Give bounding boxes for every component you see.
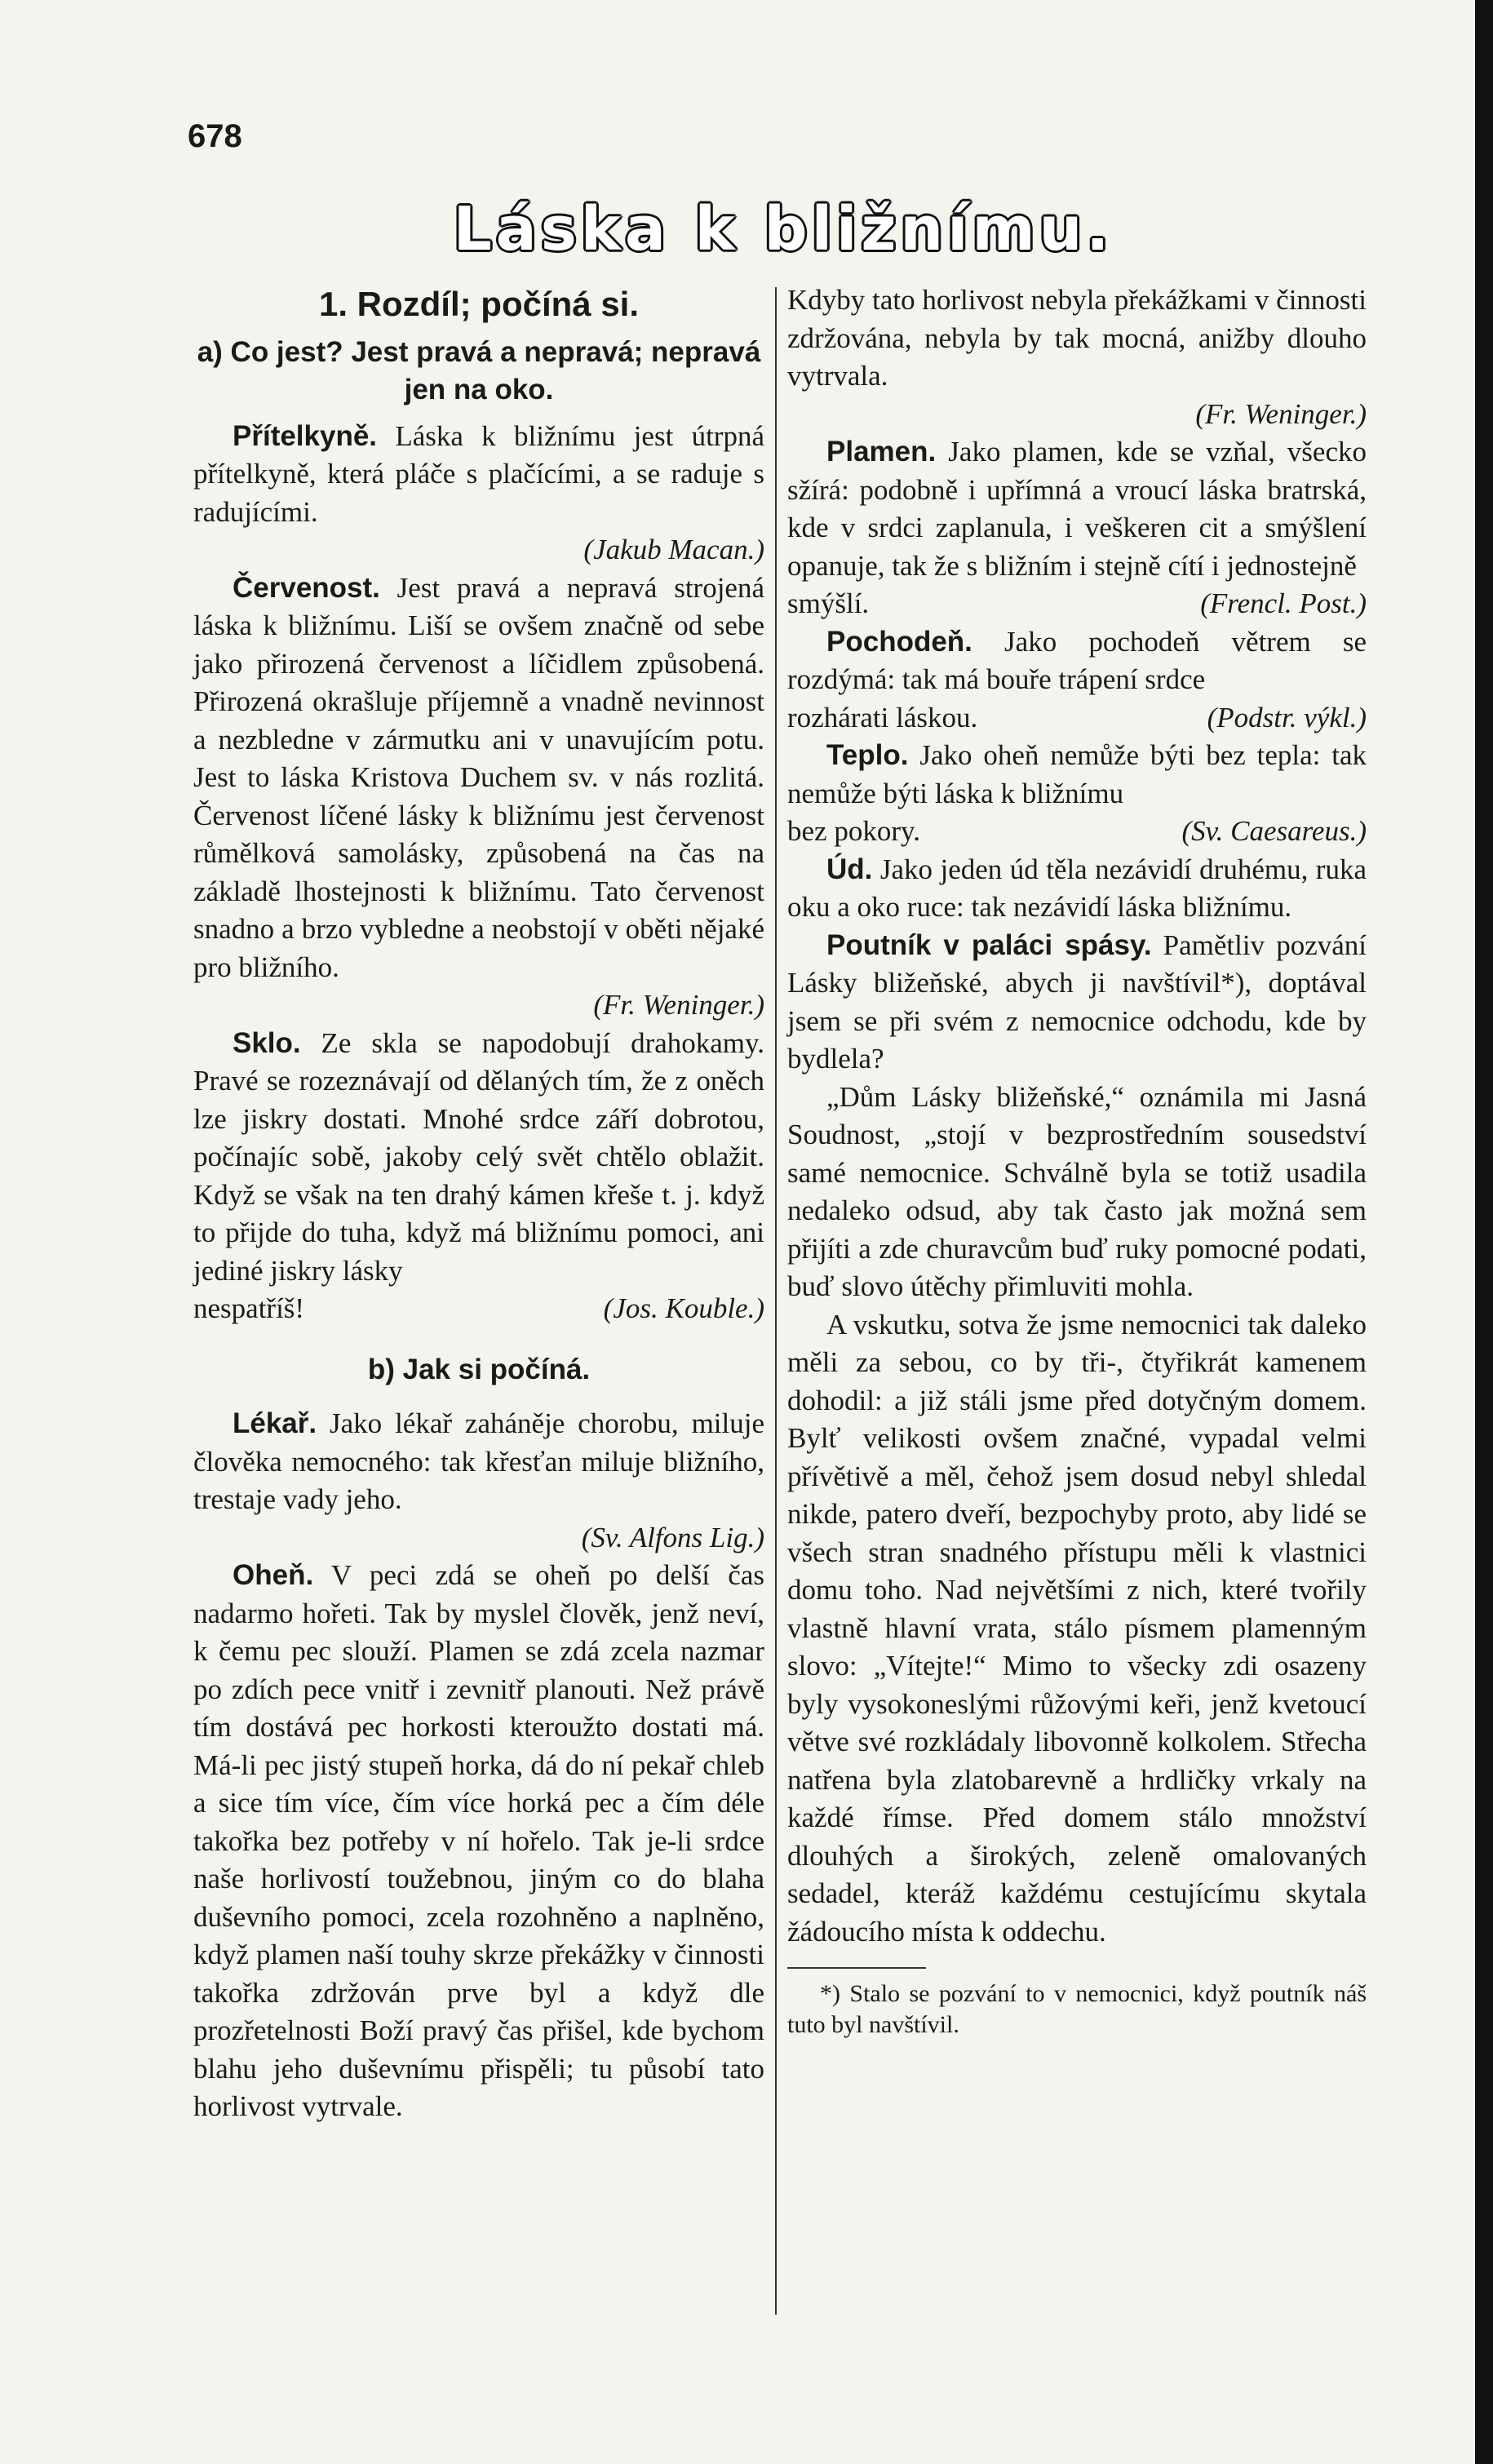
paragraph-dum-lasky: „Dům Lásky bližeňské,“ oznámila mi Jasná Soudnost, „stojí v bezprostředním sousedství samé nemocnice. Schválně byla se totiž usadila nedaleko odsud, aby tak často jak možná sem přijíti a zde churavcům buď ruky pomocné podati, buď slovo útěchy přimluviti mohla. <box>787 1080 1367 1302</box>
paragraph-last-line <box>193 1290 764 1328</box>
paragraph-last-line <box>787 585 1367 623</box>
paragraph-text: V peci zdá se oheň po delší čas nadarmo hořeti. Tak by myslel člověk, jenž neví, k čemu pec slouží. Plamen se zdá zcela nazmar po zdích pece vnitř i zevnitř planouti. Než právě tím dostává pec horkosti kteroužto dostati má. Má-li pec jistý stupeň horka, dá do ní pekař chleb a sice tím více, čím více horká pec a čím déle takořka bez potřeby v ní hořelo. Tak je-li srdce naše horlivostí toužebnou, jiným co do blaha duševního pomoci, zcela rozohněno a naplněno, když plamen naší touhy skrze překážky v činnosti takořka zdržován prve byl a když dle prozřetelnosti Boží pravý čas přišel, kde bychom blahu jeho duševnímu přispěli; tu působí tato horlivost vytrvale. <box>193 1559 764 2122</box>
term-pochoden: Pochodeň. <box>826 625 972 658</box>
paragraph-text: Jest pravá a nepravá strojená láska k bližnímu. Liší se ovšem značně od sebe jako přirozená červenost a líčidlem způsobená. Přirozená okrašluje příjemně a vnadně nevinnost a nezbledne v zármutku ani v unavujícím potu. Jest to láska Kristova Duchem sv. v nás rozlitá. Červenost líčené lásky k bližnímu jest červenost růmělková samolásky, způsobená na čas na základě lhostejnosti k bližnímu. Tato červenost snadno a brzo vybledne a neobstojí v oběti nějaké pro bližního. <box>193 571 764 983</box>
page-title: Láska k bližnímu. <box>453 194 1114 264</box>
paragraph-poutnik <box>787 927 1367 1079</box>
paragraph-ud <box>787 851 1367 927</box>
paragraph-text: Jako oheň nemůže býti bez tepla: tak nemůže býti láska k bližnímu <box>787 739 1367 809</box>
source-citation: (Podstr. výkl.) <box>1207 701 1367 733</box>
section-heading: 1. Rozdíl; počíná si. <box>318 285 640 323</box>
paragraph-text: nespatříš! <box>193 1292 305 1324</box>
paragraph-pritelkyne <box>193 418 764 532</box>
term-plamen: Plamen. <box>826 436 937 468</box>
footnote: *) Stalo se pozvání to v nemocnici, když poutník náš tuto byl navštívil. <box>787 1980 1367 2038</box>
source-citation: (Fr. Weninger.) <box>593 989 764 1021</box>
page-number: 678 <box>188 118 242 154</box>
paragraph-text: Ze skla se napodobují drahokamy. Pravé se rozeznávají od dělaných tím, že z oněch lze jiskry dostati. Mnohé srdce září dobrotou, počínajíc sobě, jakoby celý svět chtělo oblažit. Když se však na ten drahý kámen křeše t. j. když to přijde do tuha, když má bližnímu pomoci, ani jediné jiskry lásky <box>193 1026 764 1287</box>
paragraph-last-line <box>787 813 1367 851</box>
paragraph-cervenost <box>193 569 764 987</box>
paragraph-last-line <box>787 699 1367 738</box>
paragraph-text: smýšlí. <box>787 587 870 619</box>
paragraph-text: Jako pochodeň větrem se rozdýmá: tak má bouře trápení srdce <box>787 625 1367 695</box>
subsection-heading-b: b) Jak si počíná. <box>367 1353 591 1385</box>
term-ud: Úd. <box>826 853 873 885</box>
term-cervenost: Červenost. <box>233 571 380 604</box>
paragraph-text: Kdyby tato horlivost nebyla překážkami v činnosti zdržována, nebyla by tak mocná, anižby dlouho vytrvala. <box>787 284 1367 392</box>
source-citation: (Sv. Caesareus.) <box>1181 815 1367 847</box>
paragraph-text: Jako plamen, kde se vzňal, všecko sžírá: podobně i upřímná a vroucí láska bratrská, kde v srdci zaplanula, i veškeren cit a smýšlení opanuje, tak že s bližním i stejně cítí i jednostejně <box>787 436 1367 582</box>
source-citation: (Frencl. Post.) <box>1200 587 1367 619</box>
right-column <box>787 281 1367 2041</box>
paragraph-lekar <box>193 1405 764 1519</box>
term-poutnik: Poutník v paláci spásy. <box>826 928 1152 961</box>
paragraph-text: rozhárati láskou. <box>787 701 978 733</box>
term-ohen: Oheň. <box>233 1559 314 1591</box>
term-teplo: Teplo. <box>826 739 909 771</box>
source-citation: (Jakub Macan.) <box>583 534 764 565</box>
paragraph-text: Jako lékař zaháněje chorobu, miluje člověka nemocného: tak křesťan miluje bližního, trestaje vady jeho. <box>193 1407 764 1515</box>
term-sklo: Sklo. <box>233 1026 301 1059</box>
left-column <box>193 281 764 2126</box>
term-pritelkyne: Přítelkyně. <box>233 419 378 452</box>
subsection-heading-a: a) Co jest? Jest pravá a nepravá; nepravá jen na oko. <box>197 335 761 405</box>
column-divider <box>775 287 777 2315</box>
paragraph-ohen <box>193 1557 764 2126</box>
paragraph-teplo <box>787 737 1367 813</box>
paragraph-text: Láska k bližnímu jest útrpná přítelkyně, která pláče s plačícími, a se raduje s radujícími. <box>193 419 764 528</box>
paragraph-text: Jako jeden úd těla nezávidí druhému, ruka oku a oko ruce: tak nezávidí láska bližnímu. <box>787 853 1367 923</box>
paragraph-plamen <box>787 433 1367 585</box>
paragraph-sklo <box>193 1025 764 1291</box>
paragraph-continuation <box>787 281 1367 396</box>
term-lekar: Lékař. <box>233 1407 317 1439</box>
source-citation: (Fr. Weninger.) <box>1195 397 1367 430</box>
paragraph-text: bez pokory. <box>787 815 920 847</box>
source-citation: (Jos. Kouble.) <box>603 1292 764 1324</box>
footnote-divider <box>787 1967 926 1969</box>
book-spine-edge <box>1475 0 1493 2464</box>
source-citation: (Sv. Alfons Lig.) <box>581 1521 764 1553</box>
paragraph-text: Pamětliv pozvání Lásky bližeňské, abych ji navštívil*), doptával jsem se při svém z nemocnice odchodu, kde by bydlela? <box>787 928 1367 1075</box>
paragraph-vskutku: A vskutku, sotva že jsme nemocnici tak daleko měli za sebou, co by tři-, čtyřikrát kamenem dohodil: a již stáli jsme před dotyčným domem. Bylť velikosti ovšem značné, vypadal velmi přívětivě a měl, čehož jsem dosud nebyl shledal nikde, patero dveří, bezpochyby proto, aby lidé se všech stran snadného přístupu měli k vlastnici domu toho. Nad největšími z nich, které tvořily vlastně hlavní vrata, stálo písmem plamenným slovo: „Vítejte!“ Mimo to všecky zdi osazeny byly vysokoneslými růžovými keři, jenž kvetoucí větve své rozkládaly libovonně kolkolem. Střecha natřena byla zlatobarevně a hrdličky vrkaly na každé římse. Před domem stálo množství dlouhých a širokých, zeleně omalovaných sedadel, kteráž každému cestujícímu skytala žádoucího místa k oddechu. <box>787 1308 1367 1948</box>
paragraph-pochoden <box>787 623 1367 699</box>
